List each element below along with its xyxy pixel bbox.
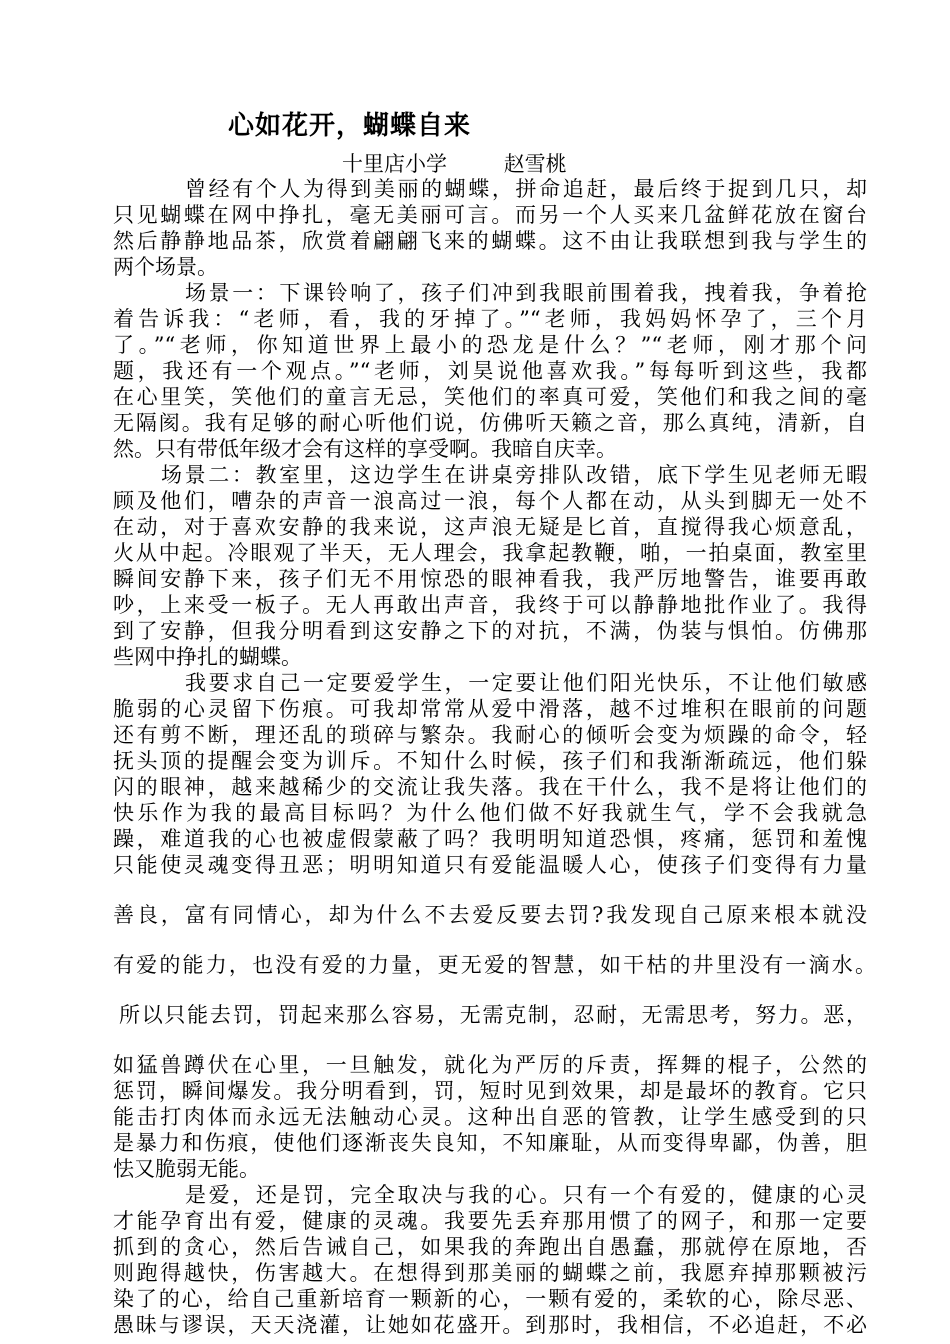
- text-line: 无隔阂。我有足够的耐心听他们说，仿佛听天籁之音，那么真纯，清新，自: [113, 411, 867, 435]
- text-line: 闪的眼神，越来越稀少的交流让我失落。我在干什么，我不是将让他们的: [113, 775, 867, 799]
- text-line: 抓到的贪心，然后告诫自己，如果我的奔跑出自愚蠢，那就停在原地，否: [113, 1235, 867, 1259]
- text-line: 只见蝴蝶在网中挣扎，毫无美丽可言。而另一个人买来几盆鲜花放在窗台: [113, 203, 867, 227]
- text-line: 然后静静地品茶，欣赏着翩翩飞来的蝴蝶。这不由让我联想到我与学生的: [113, 229, 867, 253]
- text-line: 在心里笑，笑他们的童言无忌，笑他们的率真可爱，笑他们和我之间的毫: [113, 385, 867, 409]
- article-body: [113, 176, 876, 1338]
- text-line: 所以只能去罚，罚起来那么容易，无需克制，忍耐，无需思考，努力。恶，: [119, 1003, 867, 1027]
- text-line: 才能孕育出有爱，健康的灵魂。我要先丢弃那用惯了的网子，和那一定要: [113, 1209, 867, 1233]
- text-line: 愚昧与谬误，天天浇灌，让她如花盛开。到那时，我相信，不必追赶，不必: [113, 1313, 867, 1337]
- text-line: 躁，难道我的心也被虚假蒙蔽了吗？我明明知道恐惧，疼痛，惩罚和羞愧: [113, 827, 867, 851]
- text-line: 脆弱的心灵留下伤痕。可我却常常从爱中滑落，越不过堆积在眼前的问题: [113, 697, 867, 721]
- text-line: 则跑得越快，伤害越大。在想得到那美丽的蝴蝶之前，我愿弃掉那颗被污: [113, 1261, 867, 1285]
- text-line: 顾及他们，嘈杂的声音一浪高过一浪，每个人都在动，从头到脚无一处不: [113, 489, 867, 513]
- text-line: 能击打肉体而永远无法触动心灵。这种出自恶的管教，让学生感受到的只: [113, 1105, 867, 1129]
- text-line: 有爱的能力，也没有爱的力量，更无爱的智慧，如干枯的井里没有一滴水。: [113, 953, 876, 977]
- text-line: 曾经有个人为得到美丽的蝴蝶，拼命追赶，最后终于捉到几只，却: [185, 177, 867, 201]
- text-line: 还有剪不断，理还乱的琐碎与繁杂。我耐心的倾听会变为烦躁的命令，轻: [113, 723, 867, 747]
- school-name: 十里店小学: [342, 152, 447, 176]
- text-line: 火从中起。冷眼观了半天，无人理会，我拿起教鞭，啪，一拍桌面，教室里: [113, 541, 867, 565]
- text-line: 快乐作为我的最高目标吗？为什么他们做不好我就生气，学不会我就急: [113, 801, 867, 825]
- text-line: 怯又脆弱无能。: [113, 1157, 260, 1181]
- text-line: 瞬间安静下来，孩子们无不用惊恐的眼神看我，我严厉地警告，谁要再敢: [113, 567, 867, 591]
- document-title: 心如花开，蝴蝶自来: [228, 111, 472, 141]
- byline: [342, 150, 567, 178]
- text-line: 吵，上来受一板子。无人再敢出声音，我终于可以静静地批作业了。我得: [113, 593, 867, 617]
- text-line: 场景一：下课铃响了，孩子们冲到我眼前围着我，拽着我，争着抢: [185, 281, 867, 305]
- text-line: 只能使灵魂变得丑恶；明明知道只有爱能温暖人心，使孩子们变得有力量: [113, 853, 867, 877]
- text-line: 到了安静，但我分明看到这安静之下的对抗，不满，伪装与惧怕。仿佛那: [113, 619, 867, 643]
- text-line: 着告诉我：“老师，看，我的牙掉了。”“老师，我妈妈怀孕了，三个月: [113, 307, 867, 331]
- text-line: 抚头顶的提醒会变为训斥。不知什么时候，孩子们和我渐渐疏远，他们躲: [113, 749, 867, 773]
- text-line: 场景二：教室里，这边学生在讲桌旁排队改错，底下学生见老师无暇: [161, 463, 867, 487]
- text-line: 了。”“老师，你知道世界上最小的恐龙是什么？”“老师，刚才那个问: [113, 333, 867, 357]
- text-line: 两个场景。: [113, 255, 218, 279]
- text-line: 我要求自己一定要爱学生，一定要让他们阳光快乐，不让他们敏感: [185, 671, 867, 695]
- text-line: 惩罚，瞬间爆发。我分明看到，罚，短时见到效果，却是最坏的教育。它只: [113, 1079, 867, 1103]
- text-line: 染了的心，给自己重新培育一颗新的心，一颗有爱的，柔软的心，除尽恶、: [113, 1287, 867, 1311]
- text-line: 是暴力和伤痕，使他们逐渐丧失良知，不知廉耻，从而变得卑鄙，伪善，胆: [113, 1131, 867, 1155]
- text-line: 善良，富有同情心，却为什么不去爱反要去罚?我发现自己原来根本就没: [113, 903, 867, 927]
- text-line: 些网中挣扎的蝴蝶。: [113, 645, 302, 669]
- text-line: 是爱，还是罚，完全取决与我的心。只有一个有爱的，健康的心灵: [185, 1183, 867, 1207]
- text-line: 如猛兽蹲伏在心里，一旦触发，就化为严厉的斥责，挥舞的棍子，公然的: [113, 1053, 867, 1077]
- text-line: 在动，对于喜欢安静的我来说，这声浪无疑是匕首，直搅得我心烦意乱，: [113, 515, 867, 539]
- author-name: 赵雪桃: [503, 152, 567, 176]
- text-line: 然。只有带低年级才会有这样的享受啊。我暗自庆幸。: [113, 437, 617, 461]
- text-line: 题，我还有一个观点。”“老师，刘昊说他喜欢我。”每每听到这些，我都: [113, 359, 867, 383]
